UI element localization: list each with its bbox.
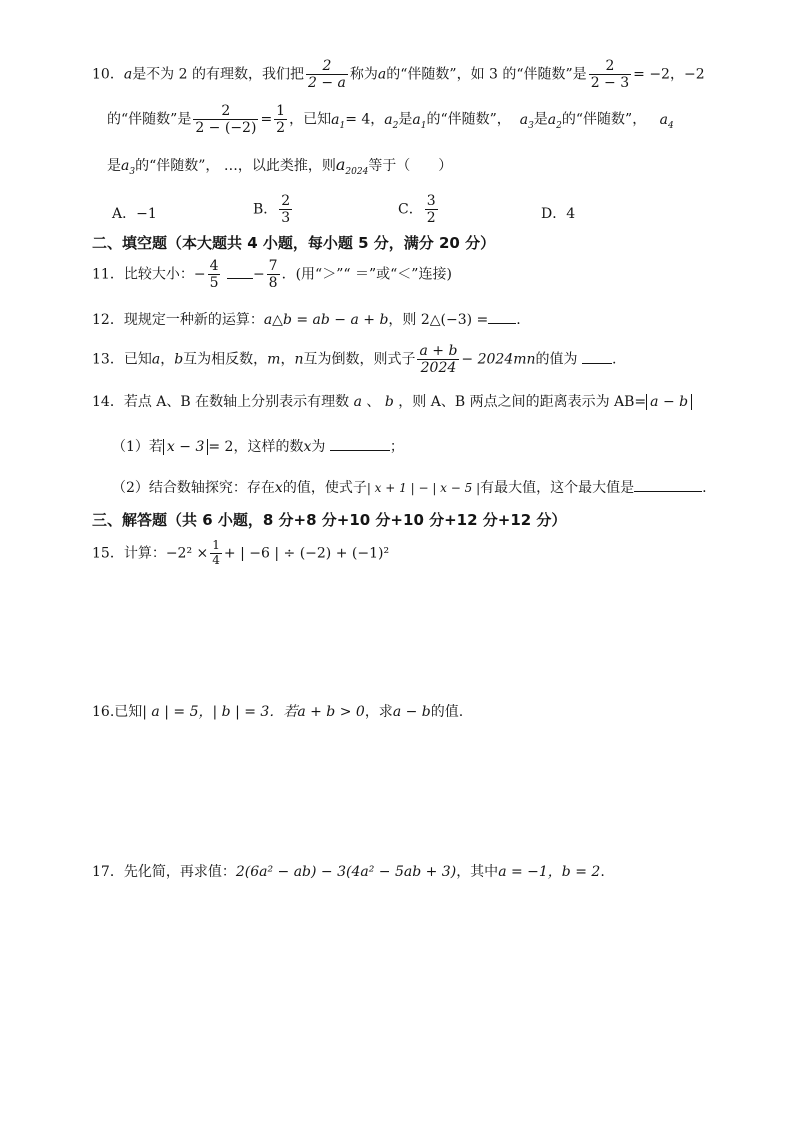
q10-text: 称为 [349, 66, 378, 83]
fraction: $\frac{2}{2 - (-2)}$ [195, 103, 257, 137]
answer-blank[interactable] [227, 266, 253, 279]
answer-blank[interactable] [488, 311, 516, 324]
question-17: 17．先化简，再求值：2(6a² − ab) − 3(4a² − 5ab + 3)，其中a = −1，b = 2. [92, 864, 605, 880]
question-15: 15．计算：−2² × $\frac{1}{4}$ + | −6 | ÷ (−2) + (−1)² [92, 538, 390, 567]
section-2-title: 二、填空题（本大题共 4 小题，每小题 5 分，满分 20 分） [92, 234, 496, 252]
q10-text: 的“伴随数”，如 3 的“伴随数”是 [386, 66, 587, 83]
section-3-title: 三、解答题（共 6 小题，8 分+8 分+10 分+10 分+12 分+12 分） [92, 511, 567, 529]
question-10-line3: 是$a_3$的“伴随数”， …，以此类推，则$a_{2024}$等于（ ） [107, 155, 453, 178]
var-a: a [123, 66, 133, 83]
question-14-part-1: （1）若 x − 3 = 2，这样的数x为 ； [112, 439, 404, 455]
fraction: $\frac{2}{2 - 3}$ [590, 58, 630, 92]
option-b: B． $\frac{2}{3}$ [253, 193, 291, 227]
question-16: 16.已知| a | = 5，| b | = 3．若a + b > 0，求a − b的值. [92, 704, 464, 720]
question-12: 12．现规定一种新的运算：a△b = ab − a + b，则 2△(−3) = . [92, 312, 521, 328]
var-a: a [377, 66, 387, 83]
question-10-line1 [92, 58, 705, 91]
fraction: $\frac{1}{2}$ [276, 103, 286, 137]
question-14-part-2: （2）结合数轴探究：存在x的值，使式子| x + 1 | − | x − 5 |有最大值，这个最大值是 . [112, 480, 707, 496]
answer-blank[interactable] [582, 351, 612, 364]
fraction: $\frac{2}{2 - a}$ [308, 58, 346, 92]
question-number: 10． [92, 66, 124, 83]
q10-text: 的“伴随数”是 [107, 111, 192, 128]
answer-blank[interactable] [634, 479, 702, 492]
question-11: 11．比较大小：− $\frac{4}{5}$ − $\frac{7}{8}$ ．(用“＞”“ ＝”或“＜”连接) [92, 258, 452, 292]
option-d: D．4 [541, 206, 576, 222]
answer-blank[interactable] [330, 438, 390, 451]
option-a: A．−1 [112, 206, 157, 222]
question-14: 14．若点 A、B 在数轴上分别表示有理数 a 、 b ，则 A、B 两点之间的距离表示为 AB= a − b [92, 395, 692, 409]
q10-text: 是不为 2 的有理数，我们把 [132, 66, 304, 83]
option-c: C． $\frac{3}{2}$ [398, 193, 436, 227]
question-13: 13．已知a，b互为相反数，m，n互为倒数，则式子 $\frac{a + b}{2024}$ − 2024mn的值为 . [92, 343, 617, 377]
q10-text: = −2，−2 [633, 66, 705, 83]
question-10-line2: 的“伴随数”是 $\frac{2}{2 - (-2)}$ = $\frac{1}{2}$ ，已知$a_1= 4$，$a_2$是$a_1$的“伴随数”， $a_3$是$a_2$的“伴随数”， $a_4$ [107, 103, 674, 137]
